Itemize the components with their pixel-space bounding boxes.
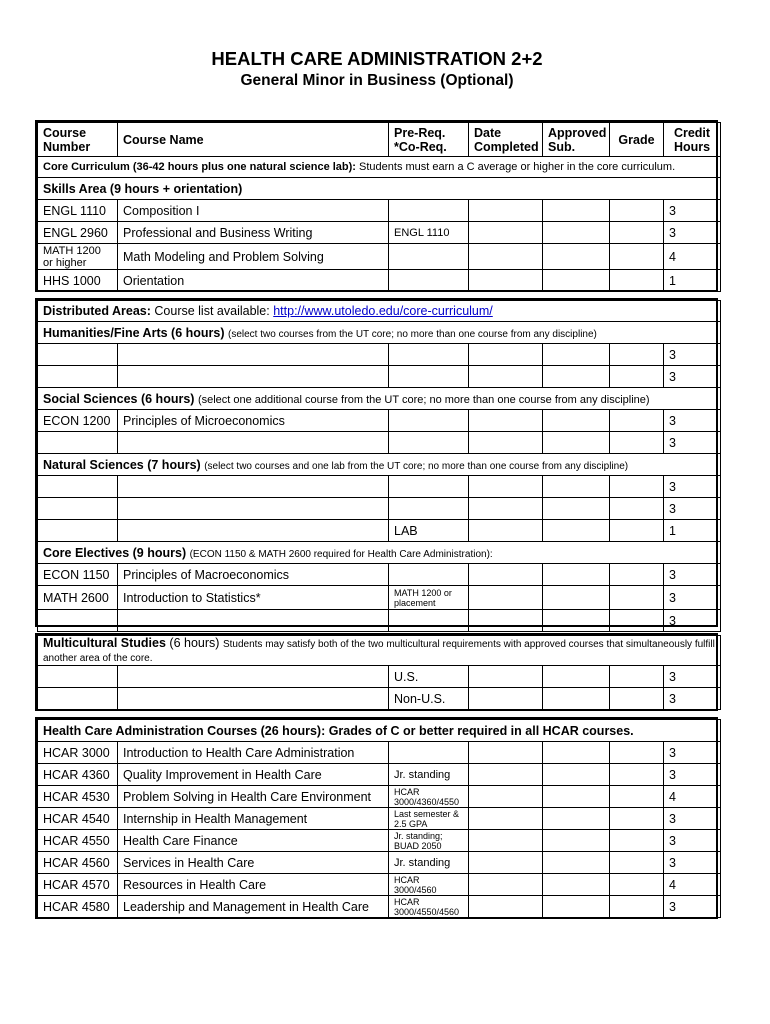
table-row <box>38 270 721 292</box>
grade-cell[interactable] <box>610 808 664 830</box>
social-heading-row <box>38 388 721 410</box>
electives-heading-row <box>38 542 721 564</box>
natural-heading: Natural Sciences (7 hours) <box>43 457 201 472</box>
course-number: ECON 1200 <box>38 410 118 432</box>
electives-heading: Core Electives (9 hours) <box>43 545 187 560</box>
course-number: HCAR 4580 <box>38 896 118 918</box>
core-skills-section <box>35 120 718 292</box>
grade-cell[interactable] <box>610 222 664 244</box>
core-curriculum-link[interactable]: http://www.utoledo.edu/core-curriculum/ <box>273 304 493 318</box>
humanities-heading-row <box>38 322 721 344</box>
course-number: MATH 1200 or higher <box>38 244 118 270</box>
credit-hours: 3 <box>664 896 721 918</box>
core-label: Core Curriculum (36-42 hours plus one natural science lab): <box>43 161 356 173</box>
credit-hours: 3 <box>664 564 721 586</box>
grade-cell[interactable] <box>610 688 664 710</box>
course-name: Services in Health Care <box>118 852 389 874</box>
date-completed-cell[interactable] <box>469 200 543 222</box>
course-name-cell[interactable] <box>118 476 389 498</box>
electives-note: (ECON 1150 & MATH 2600 required for Health Care Administration): <box>189 548 493 560</box>
table-row <box>38 688 721 710</box>
credit-hours: 3 <box>664 586 721 610</box>
course-name: Principles of Microeconomics <box>118 410 389 432</box>
page-title: HEALTH CARE ADMINISTRATION 2+2 <box>211 48 543 69</box>
prereq-cell[interactable] <box>389 610 469 632</box>
credit-hours: 3 <box>664 764 721 786</box>
credit-hours: 3 <box>664 432 721 454</box>
course-name: Professional and Business Writing <box>118 222 389 244</box>
course-name-cell[interactable] <box>118 432 389 454</box>
course-name: Math Modeling and Problem Solving <box>118 244 389 270</box>
skills-heading-row <box>38 178 721 200</box>
grade-cell[interactable] <box>610 742 664 764</box>
table-row <box>38 852 721 874</box>
date-completed-cell[interactable] <box>469 830 543 852</box>
date-completed-cell[interactable] <box>469 874 543 896</box>
grade-cell[interactable] <box>610 896 664 918</box>
course-number: HCAR 4530 <box>38 786 118 808</box>
hcar-heading-row <box>38 720 721 742</box>
table-row <box>38 366 721 388</box>
distributed-text: Course list available: <box>154 304 270 318</box>
table-row <box>38 586 721 610</box>
course-number-cell[interactable] <box>38 688 118 710</box>
credit-hours: 3 <box>664 366 721 388</box>
prereq-cell[interactable] <box>389 366 469 388</box>
course-name-cell[interactable] <box>118 520 389 542</box>
grade-cell[interactable] <box>610 270 664 292</box>
course-name-cell[interactable] <box>118 666 389 688</box>
date-completed-cell[interactable] <box>469 476 543 498</box>
col-course-number: Course Number <box>38 123 118 157</box>
course-number: HCAR 4540 <box>38 808 118 830</box>
distributed-areas-section <box>35 298 718 627</box>
course-name-cell[interactable] <box>118 688 389 710</box>
date-completed-cell[interactable] <box>469 498 543 520</box>
course-number: ENGL 1110 <box>38 200 118 222</box>
col-date-completed: Date Completed <box>469 123 543 157</box>
date-completed-cell[interactable] <box>469 610 543 632</box>
approved-sub-cell[interactable] <box>543 222 610 244</box>
approved-sub-cell[interactable] <box>543 808 610 830</box>
prereq-cell: Jr. standing <box>389 852 469 874</box>
natural-note: (select two courses and one lab from the UT core; no more than one course from any discipline) <box>204 460 629 472</box>
grade-cell[interactable] <box>610 610 664 632</box>
approved-sub-cell[interactable] <box>543 896 610 918</box>
approved-sub-cell[interactable] <box>543 610 610 632</box>
prereq-cell: Last semester & 2.5 GPA <box>389 808 469 830</box>
approved-sub-cell[interactable] <box>543 874 610 896</box>
credit-hours: 1 <box>664 520 721 542</box>
approved-sub-cell[interactable] <box>543 666 610 688</box>
date-completed-cell[interactable] <box>469 688 543 710</box>
grade-cell[interactable] <box>610 764 664 786</box>
course-name: Principles of Macroeconomics <box>118 564 389 586</box>
course-number: ENGL 2960 <box>38 222 118 244</box>
prereq-cell: HCAR 3000/4560 <box>389 874 469 896</box>
course-name-cell[interactable] <box>118 366 389 388</box>
grade-cell[interactable] <box>610 476 664 498</box>
col-prereq: Pre-Req. *Co-Req. <box>389 123 469 157</box>
approved-sub-cell[interactable] <box>543 564 610 586</box>
date-completed-cell[interactable] <box>469 666 543 688</box>
course-name: Resources in Health Care <box>118 874 389 896</box>
credit-hours: 3 <box>664 742 721 764</box>
course-name: Leadership and Management in Health Care <box>118 896 389 918</box>
column-header-row <box>38 123 721 157</box>
table-row <box>38 498 721 520</box>
date-completed-cell[interactable] <box>469 244 543 270</box>
course-name-cell[interactable] <box>118 498 389 520</box>
date-completed-cell[interactable] <box>469 896 543 918</box>
humanities-note: (select two courses from the UT core; no more than one course from any discipline) <box>228 328 597 340</box>
table-row <box>38 520 721 542</box>
table-row <box>38 564 721 586</box>
grade-cell[interactable] <box>610 410 664 432</box>
date-completed-cell[interactable] <box>469 786 543 808</box>
grade-cell[interactable] <box>610 586 664 610</box>
course-number-cell[interactable] <box>38 366 118 388</box>
lab-label: LAB <box>389 520 469 542</box>
table-row <box>38 808 721 830</box>
prereq-cell[interactable] <box>389 476 469 498</box>
table-row <box>38 786 721 808</box>
approved-sub-cell[interactable] <box>543 498 610 520</box>
approved-sub-cell[interactable] <box>543 688 610 710</box>
course-number-cell[interactable] <box>38 344 118 366</box>
distributed-label: Distributed Areas: <box>43 304 151 318</box>
credit-hours: 3 <box>664 344 721 366</box>
grade-cell[interactable] <box>610 666 664 688</box>
credit-hours: 3 <box>664 200 721 222</box>
course-number-cell[interactable] <box>38 476 118 498</box>
approved-sub-cell[interactable] <box>543 344 610 366</box>
prereq-cell: Jr. standing <box>389 764 469 786</box>
approved-sub-cell[interactable] <box>543 366 610 388</box>
prereq-cell[interactable] <box>389 344 469 366</box>
approved-sub-cell[interactable] <box>543 764 610 786</box>
grade-cell[interactable] <box>610 200 664 222</box>
table-row <box>38 222 721 244</box>
prereq-cell[interactable] <box>389 200 469 222</box>
approved-sub-cell[interactable] <box>543 586 610 610</box>
table-row <box>38 896 721 918</box>
approved-sub-cell[interactable] <box>543 830 610 852</box>
date-completed-cell[interactable] <box>469 808 543 830</box>
date-completed-cell[interactable] <box>469 586 543 610</box>
credit-hours: 3 <box>664 410 721 432</box>
skills-heading: Skills Area (9 hours + orientation) <box>38 178 721 200</box>
prereq-cell[interactable] <box>389 564 469 586</box>
grade-cell[interactable] <box>610 830 664 852</box>
approved-sub-cell[interactable] <box>543 410 610 432</box>
table-row <box>38 874 721 896</box>
prereq-cell: ENGL 1110 <box>389 222 469 244</box>
prereq-cell[interactable] <box>389 410 469 432</box>
prereq-cell: Jr. standing; BUAD 2050 <box>389 830 469 852</box>
prereq-cell[interactable] <box>389 742 469 764</box>
credit-hours: 3 <box>664 498 721 520</box>
course-number: HCAR 4560 <box>38 852 118 874</box>
credit-hours: 3 <box>664 610 721 632</box>
multicultural-type: U.S. <box>389 666 469 688</box>
grade-cell[interactable] <box>610 852 664 874</box>
prereq-cell: HCAR 3000/4360/4550 <box>389 786 469 808</box>
approved-sub-cell[interactable] <box>543 244 610 270</box>
course-name: Introduction to Health Care Administration <box>118 742 389 764</box>
date-completed-cell[interactable] <box>469 432 543 454</box>
course-number-cell[interactable] <box>38 666 118 688</box>
credit-hours: 3 <box>664 666 721 688</box>
grade-cell[interactable] <box>610 874 664 896</box>
multicultural-heading: Multicultural Studies <box>43 635 166 650</box>
prereq-cell[interactable] <box>389 432 469 454</box>
course-number: HCAR 4360 <box>38 764 118 786</box>
course-name: Internship in Health Management <box>118 808 389 830</box>
prereq-cell[interactable] <box>389 270 469 292</box>
course-name-cell[interactable] <box>118 344 389 366</box>
multicultural-section <box>35 633 718 711</box>
credit-hours: 1 <box>664 270 721 292</box>
credit-hours: 3 <box>664 808 721 830</box>
table-row <box>38 410 721 432</box>
course-number[interactable] <box>38 610 118 632</box>
date-completed-cell[interactable] <box>469 410 543 432</box>
grade-cell[interactable] <box>610 498 664 520</box>
page-subtitle: General Minor in Business (Optional) <box>240 72 514 89</box>
distributed-heading-row <box>38 301 721 322</box>
multicultural-note: Students may satisfy both of the two multicultural requirements with approved courses that simultaneously fulfill another area of the core. <box>43 638 715 664</box>
date-completed-cell[interactable] <box>469 564 543 586</box>
table-row <box>38 742 721 764</box>
course-name[interactable] <box>118 610 389 632</box>
approved-sub-cell[interactable] <box>543 270 610 292</box>
course-number-cell[interactable] <box>38 498 118 520</box>
multicultural-type: Non-U.S. <box>389 688 469 710</box>
date-completed-cell[interactable] <box>469 366 543 388</box>
course-number: MATH 2600 <box>38 586 118 610</box>
course-number: HHS 1000 <box>38 270 118 292</box>
social-heading: Social Sciences (6 hours) <box>43 391 195 406</box>
approved-sub-cell[interactable] <box>543 786 610 808</box>
credit-hours: 4 <box>664 244 721 270</box>
grade-cell[interactable] <box>610 520 664 542</box>
table-row <box>38 344 721 366</box>
credit-hours: 3 <box>664 222 721 244</box>
table-row <box>38 610 721 632</box>
course-name: Orientation <box>118 270 389 292</box>
grade-cell[interactable] <box>610 366 664 388</box>
course-number: HCAR 4550 <box>38 830 118 852</box>
table-row <box>38 200 721 222</box>
credit-hours: 3 <box>664 830 721 852</box>
core-curriculum-row <box>38 157 721 178</box>
multicultural-hours-label: (6 hours) <box>169 635 220 650</box>
prereq-cell[interactable] <box>389 244 469 270</box>
core-note: Students must earn a C average or higher in the core curriculum. <box>359 161 676 173</box>
table-row <box>38 244 721 270</box>
grade-cell[interactable] <box>610 344 664 366</box>
grade-cell[interactable] <box>610 432 664 454</box>
humanities-heading: Humanities/Fine Arts (6 hours) <box>43 325 225 340</box>
approved-sub-cell[interactable] <box>543 432 610 454</box>
credit-hours: 3 <box>664 688 721 710</box>
col-grade: Grade <box>610 123 664 157</box>
table-row <box>38 830 721 852</box>
course-number-cell[interactable] <box>38 432 118 454</box>
date-completed-cell[interactable] <box>469 852 543 874</box>
course-name: Health Care Finance <box>118 830 389 852</box>
prereq-cell: HCAR 3000/4550/4560 <box>389 896 469 918</box>
course-number: ECON 1150 <box>38 564 118 586</box>
approved-sub-cell[interactable] <box>543 742 610 764</box>
date-completed-cell[interactable] <box>469 344 543 366</box>
approved-sub-cell[interactable] <box>543 476 610 498</box>
credit-hours: 4 <box>664 874 721 896</box>
credit-hours: 3 <box>664 476 721 498</box>
date-completed-cell[interactable] <box>469 764 543 786</box>
course-name: Problem Solving in Health Care Environment <box>118 786 389 808</box>
date-completed-cell[interactable] <box>469 742 543 764</box>
course-name: Composition I <box>118 200 389 222</box>
course-number-cell[interactable] <box>38 520 118 542</box>
social-note: (select one additional course from the UT core; no more than one course from any discipline) <box>197 393 650 406</box>
date-completed-cell[interactable] <box>469 222 543 244</box>
approved-sub-cell[interactable] <box>543 200 610 222</box>
table-row <box>38 476 721 498</box>
grade-cell[interactable] <box>610 786 664 808</box>
hcar-section <box>35 717 718 919</box>
col-approved-sub: Approved Sub. <box>543 123 610 157</box>
credit-hours: 3 <box>664 852 721 874</box>
col-credit-hours: Credit Hours <box>664 123 721 157</box>
approved-sub-cell[interactable] <box>543 520 610 542</box>
grade-cell[interactable] <box>610 564 664 586</box>
course-number: HCAR 4570 <box>38 874 118 896</box>
course-name: Introduction to Statistics* <box>118 586 389 610</box>
prereq-cell: MATH 1200 or placement <box>389 586 469 610</box>
table-row <box>38 432 721 454</box>
prereq-cell[interactable] <box>389 498 469 520</box>
course-number: HCAR 3000 <box>38 742 118 764</box>
table-row <box>38 666 721 688</box>
table-row <box>38 764 721 786</box>
hcar-heading: Health Care Administration Courses (26 hours): Grades of C or better required in all HCAR courses. <box>38 720 721 742</box>
approved-sub-cell[interactable] <box>543 852 610 874</box>
col-course-name: Course Name <box>118 123 389 157</box>
multicultural-heading-row <box>38 636 721 666</box>
natural-heading-row <box>38 454 721 476</box>
date-completed-cell[interactable] <box>469 520 543 542</box>
grade-cell[interactable] <box>610 244 664 270</box>
course-name: Quality Improvement in Health Care <box>118 764 389 786</box>
date-completed-cell[interactable] <box>469 270 543 292</box>
credit-hours: 4 <box>664 786 721 808</box>
